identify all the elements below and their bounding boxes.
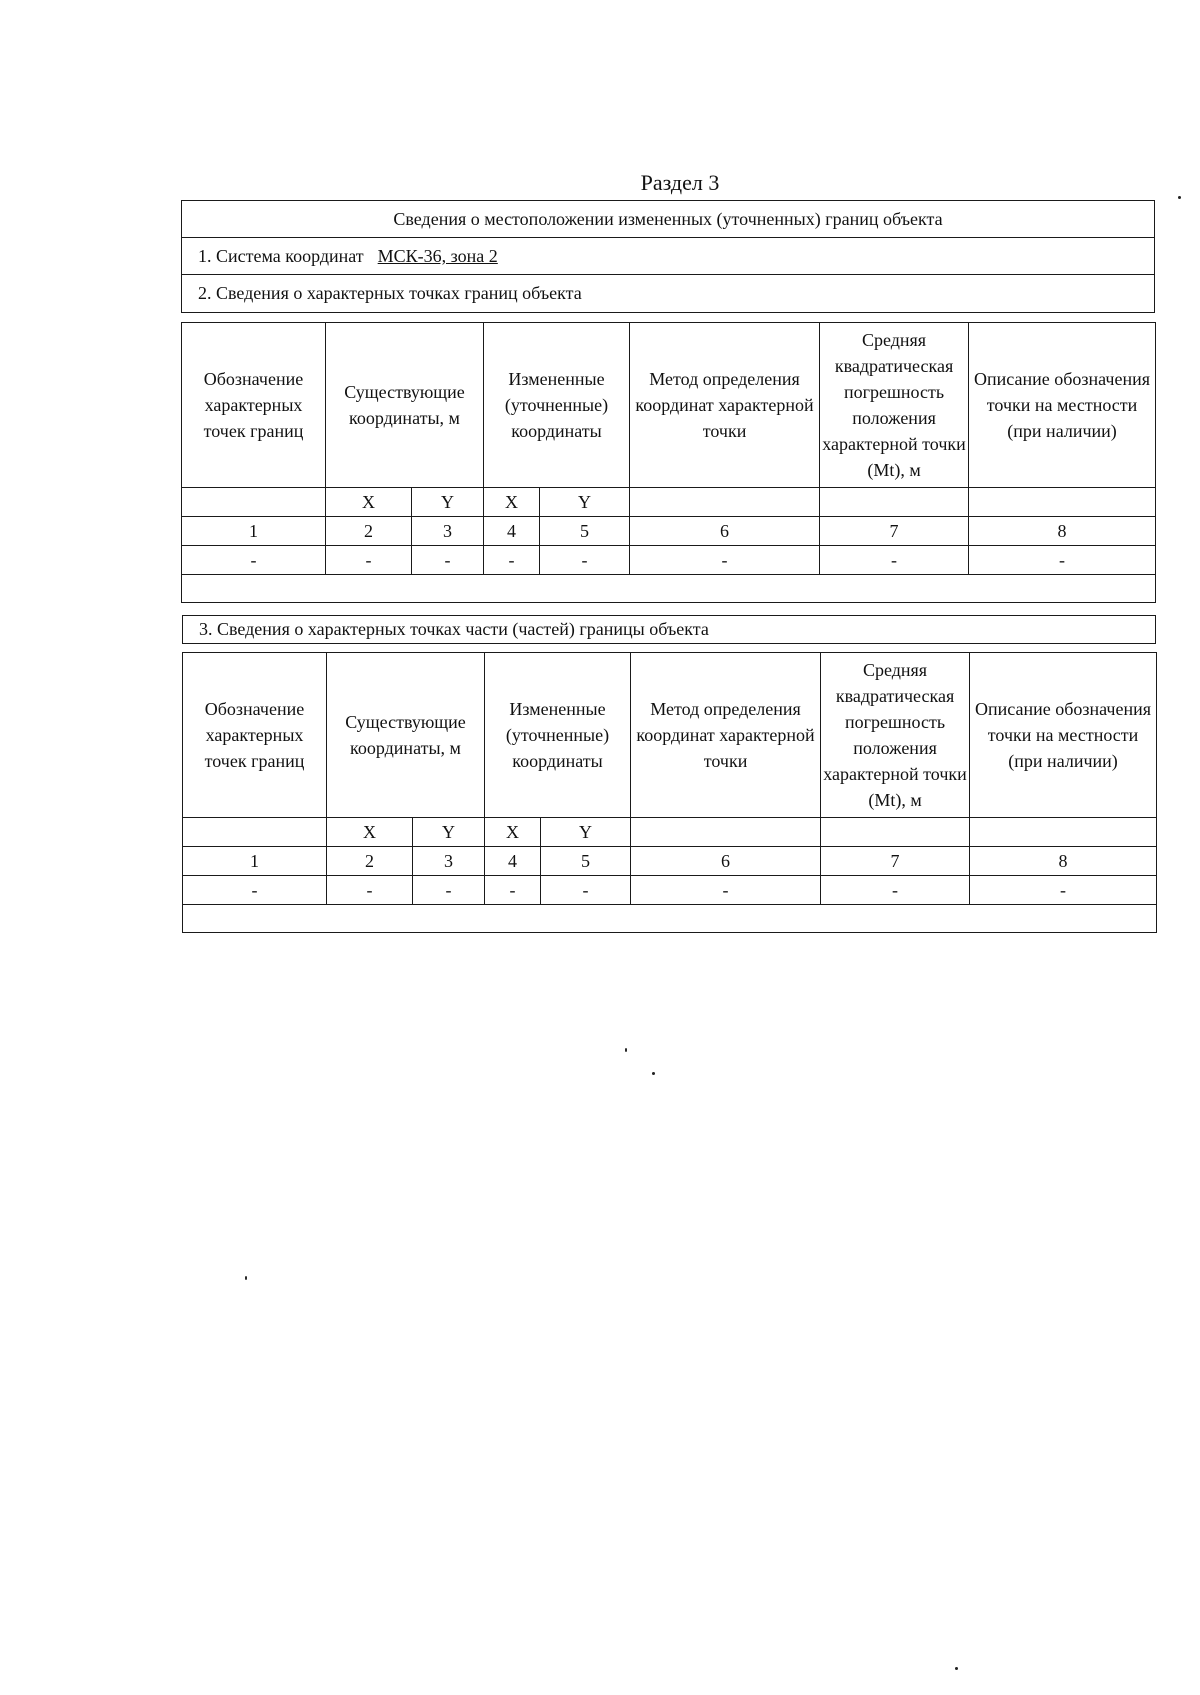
table-cell: - [182, 546, 326, 575]
boundary-points-title: 2. Сведения о характерных точках границ объекта [198, 283, 582, 303]
axis-label: X [326, 488, 412, 517]
header-designation: Обозначение характерных точек границ [182, 323, 326, 488]
header-method: Метод определения координат характерной точки [630, 323, 820, 488]
axis-blank [821, 818, 970, 847]
column-number: 1 [182, 517, 326, 546]
table-cell: - [413, 876, 485, 905]
header-description: Описание обозначения точки на местности (при наличии) [969, 323, 1156, 488]
column-number: 4 [484, 517, 540, 546]
table-cell: - [327, 876, 413, 905]
header-existing: Существующие координаты, м [326, 323, 484, 488]
axis-label: X [484, 488, 540, 517]
block-header [181, 200, 1155, 313]
table-cell: - [821, 876, 970, 905]
coord-system-label: 1. Система координат [198, 246, 364, 266]
table-cell: - [484, 546, 540, 575]
axis-blank [631, 818, 821, 847]
coord-system-row [182, 238, 1154, 275]
column-number: 8 [969, 517, 1156, 546]
scan-speck [1178, 196, 1181, 199]
empty-row [182, 575, 1156, 603]
column-number: 5 [540, 517, 630, 546]
axis-label: Y [541, 818, 631, 847]
axis-label: Y [540, 488, 630, 517]
scan-speck [652, 1072, 655, 1075]
axis-label: Y [412, 488, 484, 517]
scan-speck [245, 1276, 247, 1280]
coord-system-value: МСК-36, зона 2 [377, 246, 498, 266]
block-title: Сведения о местоположении измененных (уточненных) границ объекта [182, 201, 1154, 238]
table-cell: - [540, 546, 630, 575]
axis-blank [969, 488, 1156, 517]
axis-label: Y [413, 818, 485, 847]
header-description: Описание обозначения точки на местности (при наличии) [970, 653, 1157, 818]
table-row [183, 847, 1157, 876]
part-points-title: 3. Сведения о характерных точках части (частей) границы объекта [182, 615, 1156, 644]
table-cell: - [183, 876, 327, 905]
table-row [182, 517, 1156, 546]
table-cell: - [969, 546, 1156, 575]
column-number: 1 [183, 847, 327, 876]
table-cell: - [631, 876, 821, 905]
header-existing: Существующие координаты, м [327, 653, 485, 818]
table-cell: - [326, 546, 412, 575]
column-number: 4 [485, 847, 541, 876]
table-cell: - [412, 546, 484, 575]
empty-row [183, 905, 1157, 933]
table-row [183, 876, 1157, 905]
header-changed: Измененные (уточненные) координаты [484, 323, 630, 488]
axis-blank [183, 818, 327, 847]
scan-speck [955, 1667, 958, 1670]
header-changed: Измененные (уточненные) координаты [485, 653, 631, 818]
column-number: 6 [631, 847, 821, 876]
column-number: 7 [821, 847, 970, 876]
column-number: 5 [541, 847, 631, 876]
part-points-table [182, 652, 1157, 933]
axis-label: X [327, 818, 413, 847]
axis-blank [970, 818, 1157, 847]
axis-label: X [485, 818, 541, 847]
column-number: 3 [412, 517, 484, 546]
column-number: 3 [413, 847, 485, 876]
table-cell: - [970, 876, 1157, 905]
header-method: Метод определения координат характерной точки [631, 653, 821, 818]
axis-blank [820, 488, 969, 517]
header-error: Средняя квадратическая погрешность положения характерной точки (Mt), м [821, 653, 970, 818]
table-cell: - [820, 546, 969, 575]
column-number: 7 [820, 517, 969, 546]
header-error: Средняя квадратическая погрешность положения характерной точки (Mt), м [820, 323, 969, 488]
scan-speck [625, 1048, 627, 1052]
column-number: 2 [326, 517, 412, 546]
header-designation: Обозначение характерных точек границ [183, 653, 327, 818]
axis-blank [182, 488, 326, 517]
table-cell: - [485, 876, 541, 905]
table-cell: - [630, 546, 820, 575]
axis-blank [630, 488, 820, 517]
table-row [182, 546, 1156, 575]
column-number: 2 [327, 847, 413, 876]
table-cell: - [541, 876, 631, 905]
column-number: 6 [630, 517, 820, 546]
boundary-points-table [181, 322, 1156, 603]
section-title: Раздел 3 [640, 170, 720, 195]
column-number: 8 [970, 847, 1157, 876]
